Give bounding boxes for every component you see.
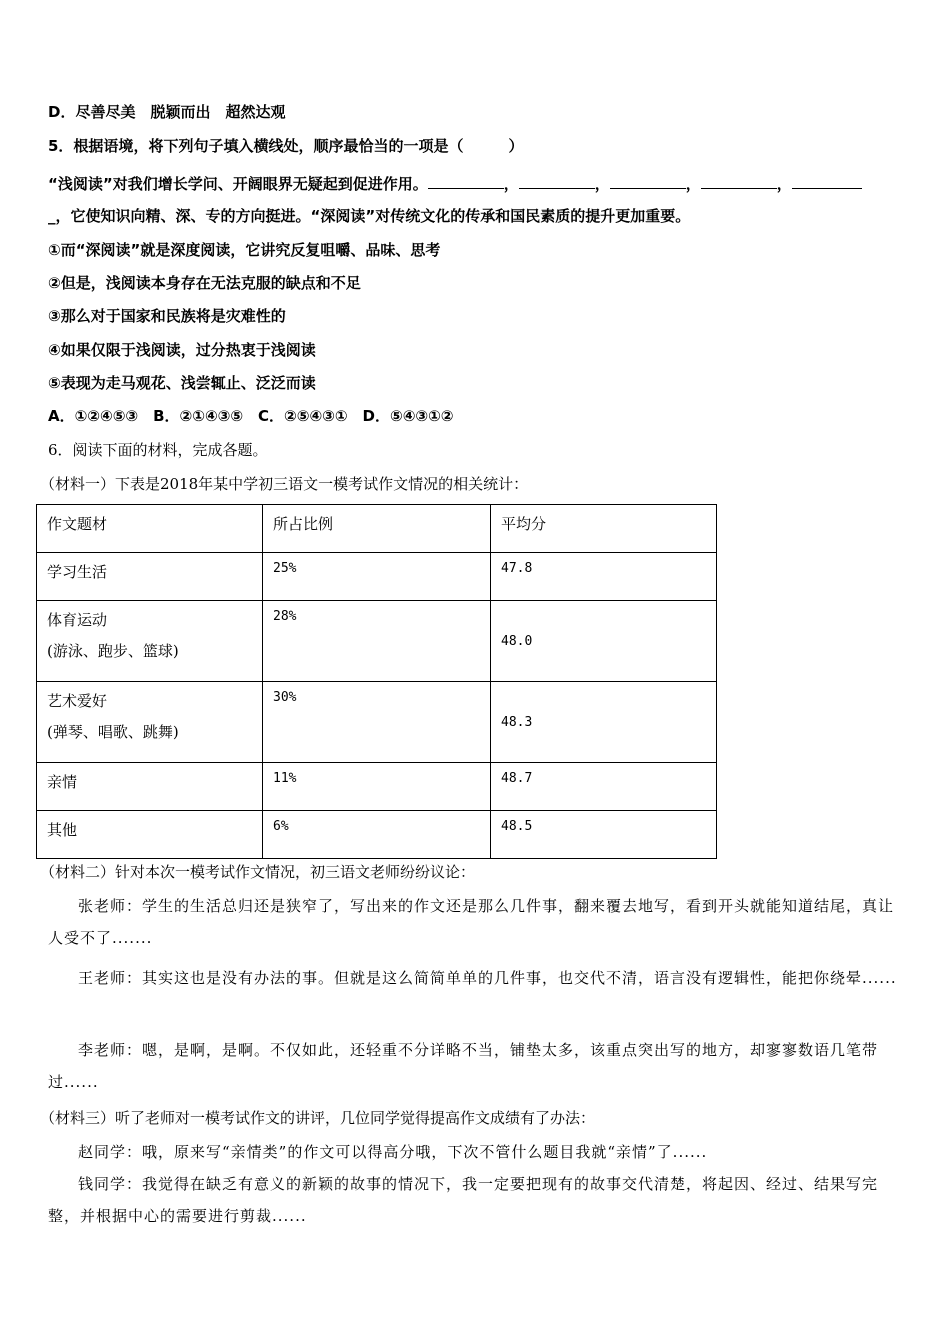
table-row bbox=[37, 682, 717, 763]
row-score: 48.5 bbox=[491, 811, 717, 859]
q5-sentence-1: ①而“深阅读”就是深度阅读，它讲究反复咀嚼、品味、思考 bbox=[48, 241, 441, 259]
header-topic: 作文题材 bbox=[37, 505, 263, 553]
row-ratio: 11% bbox=[263, 763, 491, 811]
q5-blank-5[interactable] bbox=[792, 172, 862, 189]
q5-stem: 5．根据语境，将下列句子填入横线处，顺序最恰当的一项是（ ） bbox=[48, 137, 524, 155]
row-topic: 学习生活 bbox=[37, 553, 263, 601]
row-topic: 艺术爱好 bbox=[47, 692, 108, 710]
row-topic-sub: (游泳、跑步、篮球) bbox=[47, 642, 179, 660]
q5-sentence-2: ②但是，浅阅读本身存在无法克服的缺点和不足 bbox=[48, 274, 361, 292]
teacher-zhang-comment: 张老师：学生的生活总归还是狭窄了，写出来的作文还是那么几件事，翻来覆去地写，看到开头就能知道结尾，真让人受不了....... bbox=[48, 897, 895, 947]
q5-choices: A．①②④⑤③ B．②①④③⑤ C．②⑤④③① D．⑤④③①② bbox=[48, 407, 454, 425]
q5-sentence-5: ⑤表现为走马观花、浅尝辄止、泛泛而读 bbox=[48, 374, 316, 392]
row-topic: 亲情 bbox=[37, 763, 263, 811]
header-ratio: 所占比例 bbox=[263, 505, 491, 553]
table-row bbox=[37, 811, 717, 859]
q4-option-d: D．尽善尽美 脱颖而出 超然达观 bbox=[48, 103, 286, 121]
q5-blank-1[interactable] bbox=[428, 172, 504, 189]
row-topic-sub: (弹琴、唱歌、跳舞) bbox=[47, 723, 179, 741]
row-topic: 体育运动 bbox=[47, 611, 108, 629]
row-ratio: 28% bbox=[263, 601, 491, 682]
row-score: 48.7 bbox=[491, 763, 717, 811]
q5-sentence-3: ③那么对于国家和民族将是灾难性的 bbox=[48, 307, 286, 325]
row-score: 48.3 bbox=[491, 682, 717, 763]
q5-passage-start: “浅阅读”对我们增长学问、开阔眼界无疑起到促进作用。 bbox=[48, 175, 428, 193]
row-topic-cell bbox=[37, 601, 263, 682]
row-score: 48.0 bbox=[491, 601, 717, 682]
table-row bbox=[37, 763, 717, 811]
q5-sentence-4: ④如果仅限于浅阅读，过分热衷于浅阅读 bbox=[48, 341, 316, 359]
q5-passage-end: _，它使知识向精、深、专的方向挺进。“深阅读”对传统文化的传承和国民素质的提升更加重要。 bbox=[48, 207, 691, 225]
material3-intro: （材料三）听了老师对一模考试作文的讲评，几位同学觉得提高作文成绩有了办法： bbox=[40, 1109, 596, 1127]
composition-stats-table bbox=[36, 504, 717, 859]
material2-intro: （材料二）针对本次一模考试作文情况，初三语文老师纷纷议论： bbox=[40, 863, 476, 881]
row-ratio: 25% bbox=[263, 553, 491, 601]
row-ratio: 6% bbox=[263, 811, 491, 859]
teacher-li-comment: 李老师：嗯，是啊，是啊。不仅如此，还轻重不分详略不当，铺垫太多，该重点突出写的地方，却寥寥数语几笔带过...... bbox=[48, 1041, 879, 1091]
student-qian-comment: 钱同学：我觉得在缺乏有意义的新颖的故事的情况下，我一定要把现有的故事交代清楚，将起因、经过、结果写完整，并根据中心的需要进行剪裁...... bbox=[48, 1175, 879, 1225]
q5-blank-4[interactable] bbox=[701, 172, 777, 189]
q5-passage-line1: “浅阅读”对我们增长学问、开阔眼界无疑起到促进作用。 ， ， ， ， bbox=[48, 172, 862, 194]
q6-stem: 6．阅读下面的材料，完成各题。 bbox=[48, 441, 268, 459]
header-score: 平均分 bbox=[491, 505, 717, 553]
student-zhao-comment: 赵同学：哦，原来写“亲情类”的作文可以得高分哦，下次不管什么题目我就“亲情”了...... bbox=[78, 1143, 708, 1161]
table-row bbox=[37, 553, 717, 601]
table-header-row bbox=[37, 505, 717, 553]
row-topic: 其他 bbox=[37, 811, 263, 859]
table-row bbox=[37, 601, 717, 682]
row-topic-cell bbox=[37, 682, 263, 763]
row-ratio: 30% bbox=[263, 682, 491, 763]
material1-intro: （材料一）下表是2018年某中学初三语文一模考试作文情况的相关统计： bbox=[40, 475, 529, 493]
row-score: 47.8 bbox=[491, 553, 717, 601]
q5-blank-2[interactable] bbox=[519, 172, 595, 189]
teacher-wang-comment: 王老师：其实这也是没有办法的事。但就是这么简简单单的几件事，也交代不清，语言没有逻辑性，能把你绕晕...... bbox=[78, 969, 897, 987]
q5-blank-3[interactable] bbox=[610, 172, 686, 189]
